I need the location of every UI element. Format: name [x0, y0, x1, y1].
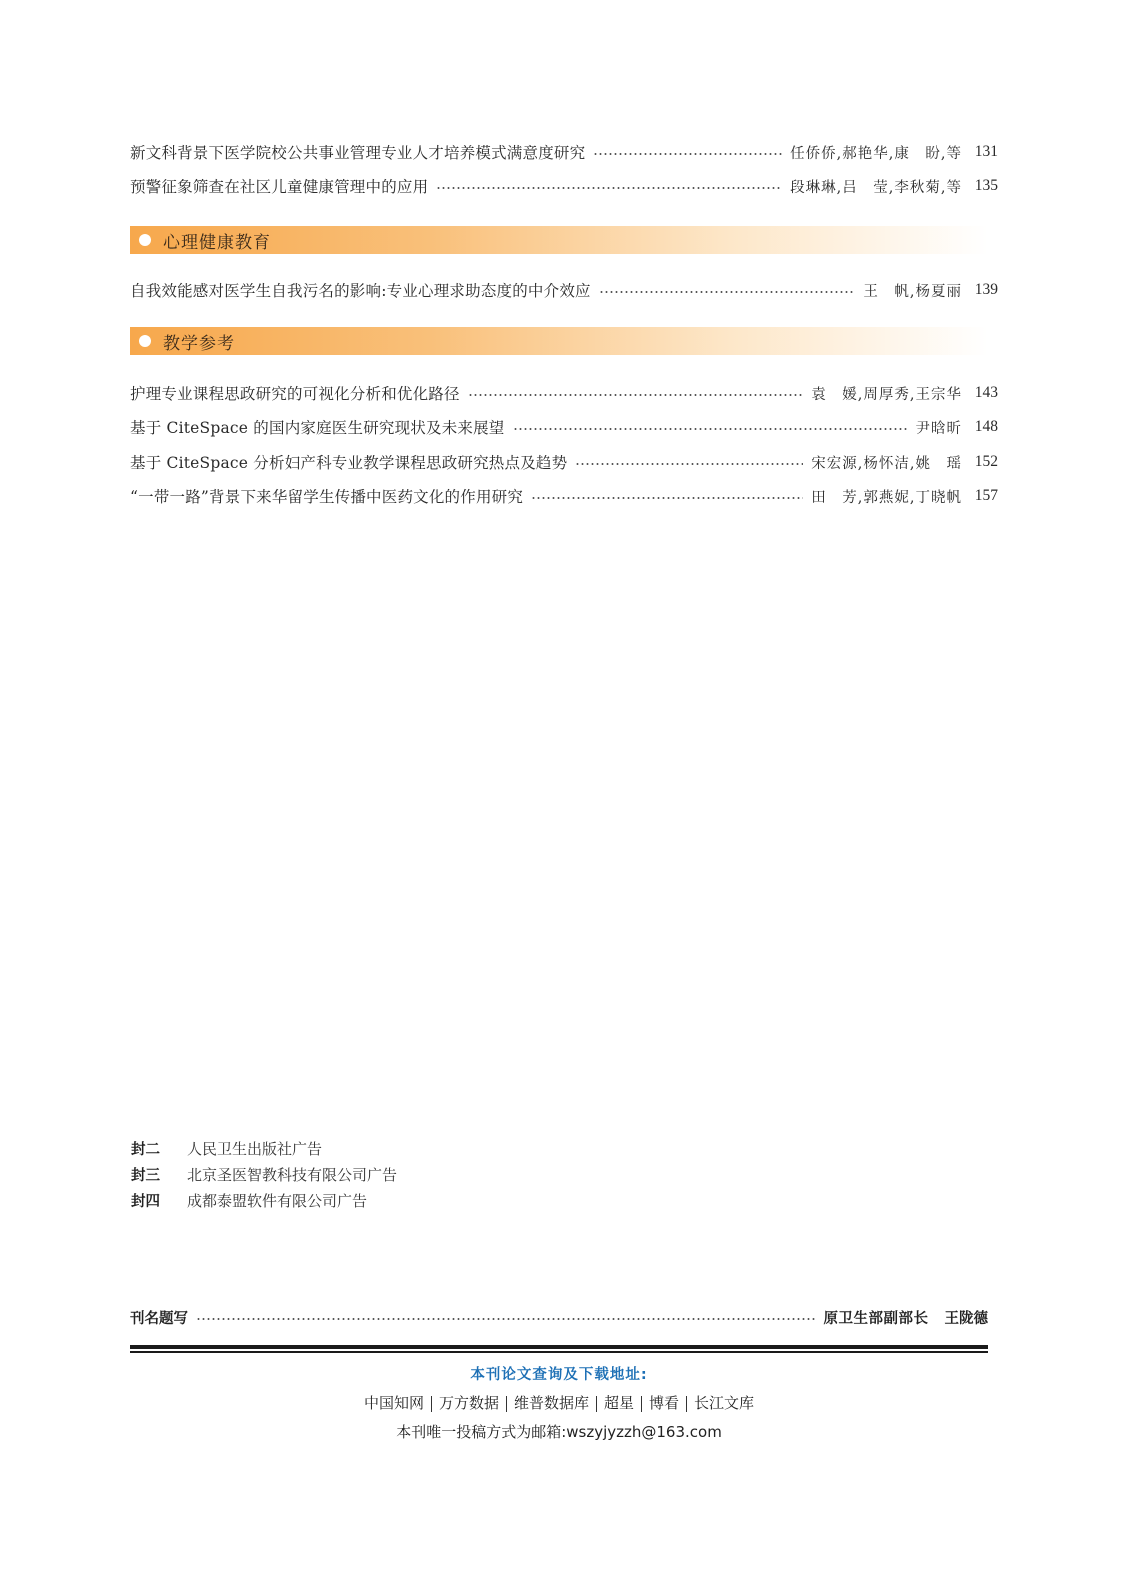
entry-page: 131 [974, 143, 998, 160]
dot-leader [196, 1318, 816, 1320]
entry-page: 135 [974, 177, 998, 194]
cover-key: 封二 [131, 1141, 160, 1158]
footer [130, 1363, 988, 1445]
section-header-mental-health [130, 226, 988, 254]
entry-page: 152 [974, 453, 998, 470]
entry-authors: 段琳琳,吕 莹,李秋菊,等 [790, 179, 962, 196]
title-inscription [130, 1305, 988, 1329]
inscription-name: 王陇德 [944, 1310, 988, 1327]
cover-ads-list [131, 1135, 397, 1213]
entry-page: 139 [974, 281, 998, 298]
section-label: 教学参考 [163, 333, 235, 354]
entry-authors: 袁 媛,周厚秀,王宗华 [811, 386, 962, 403]
entry-title: 自我效能感对医学生自我污名的影响:专业心理求助态度的中介效应 [130, 282, 591, 300]
footer-heading: 本刊论文查询及下载地址: [470, 1367, 648, 1383]
cover-value: 成都泰盟软件有限公司广告 [187, 1191, 368, 1210]
divider-thick [130, 1345, 988, 1349]
cover-ad-row [131, 1161, 397, 1187]
cover-key: 封三 [131, 1167, 160, 1184]
toc-entry[interactable] [130, 381, 998, 405]
separator [596, 1396, 597, 1412]
database-item[interactable]: 维普数据库 [513, 1394, 589, 1412]
entry-title: “一带一路”背景下来华留学生传播中医药文化的作用研究 [130, 488, 524, 506]
dot-leader [575, 463, 803, 465]
database-item[interactable]: 长江文库 [694, 1394, 755, 1412]
separator [506, 1396, 507, 1412]
toc-entry[interactable] [130, 415, 998, 439]
bullet-dot-icon [139, 335, 151, 347]
dot-leader [468, 394, 804, 396]
cover-value: 北京圣医智教科技有限公司广告 [187, 1165, 398, 1184]
database-item[interactable]: 博看 [649, 1394, 680, 1412]
inscription-position: 原卫生部副部长 [823, 1310, 929, 1327]
toc-entry[interactable] [130, 278, 998, 302]
entry-title: 预警征象筛查在社区儿童健康管理中的应用 [130, 178, 429, 196]
toc-entry[interactable] [130, 450, 998, 474]
section-header-teaching-reference [130, 327, 988, 355]
toc-entry[interactable] [130, 484, 998, 508]
toc-entry[interactable] [130, 140, 998, 164]
separator [641, 1396, 642, 1412]
cover-value: 人民卫生出版社广告 [187, 1139, 323, 1158]
toc-entry[interactable] [130, 174, 998, 198]
database-item[interactable]: 万方数据 [438, 1394, 499, 1412]
entry-authors: 宋宏源,杨怀洁,姚 瑶 [811, 455, 962, 472]
entry-title: 基于 CiteSpace 分析妇产科专业教学课程思政研究热点及趋势 [130, 454, 568, 472]
dot-leader [436, 187, 782, 189]
entry-page: 157 [974, 487, 998, 504]
dot-leader [531, 497, 803, 499]
bullet-dot-icon [139, 234, 151, 246]
divider-thin [130, 1351, 988, 1353]
entry-title: 基于 CiteSpace 的国内家庭医生研究现状及未来展望 [130, 419, 505, 437]
separator [686, 1396, 687, 1412]
entry-authors: 田 芳,郭燕妮,丁晓帆 [811, 489, 962, 506]
database-item[interactable]: 超星 [604, 1394, 635, 1412]
cover-key: 封四 [131, 1193, 160, 1210]
database-item[interactable]: 中国知网 [363, 1394, 424, 1412]
entry-authors: 尹晗昕 [915, 420, 962, 437]
entry-title: 新文科背景下医学院校公共事业管理专业人才培养模式满意度研究 [130, 144, 586, 162]
inscription-label: 刊名题写 [130, 1310, 188, 1327]
submission-email[interactable]: 本刊唯一投稿方式为邮箱:wszyjyzzh@163.com [396, 1423, 722, 1441]
cover-ad-row [131, 1187, 397, 1213]
entry-authors: 任侨侨,郝艳华,康 盼,等 [790, 145, 962, 162]
entry-title: 护理专业课程思政研究的可视化分析和优化路径 [130, 385, 460, 403]
entry-authors: 王 帆,杨夏丽 [863, 283, 962, 300]
database-list [130, 1387, 988, 1419]
dot-leader [599, 291, 856, 293]
dot-leader [593, 153, 782, 155]
entry-page: 148 [974, 418, 998, 435]
dot-leader [513, 428, 908, 430]
entry-page: 143 [974, 384, 998, 401]
section-label: 心理健康教育 [163, 232, 271, 253]
separator [431, 1396, 432, 1412]
cover-ad-row [131, 1135, 397, 1161]
